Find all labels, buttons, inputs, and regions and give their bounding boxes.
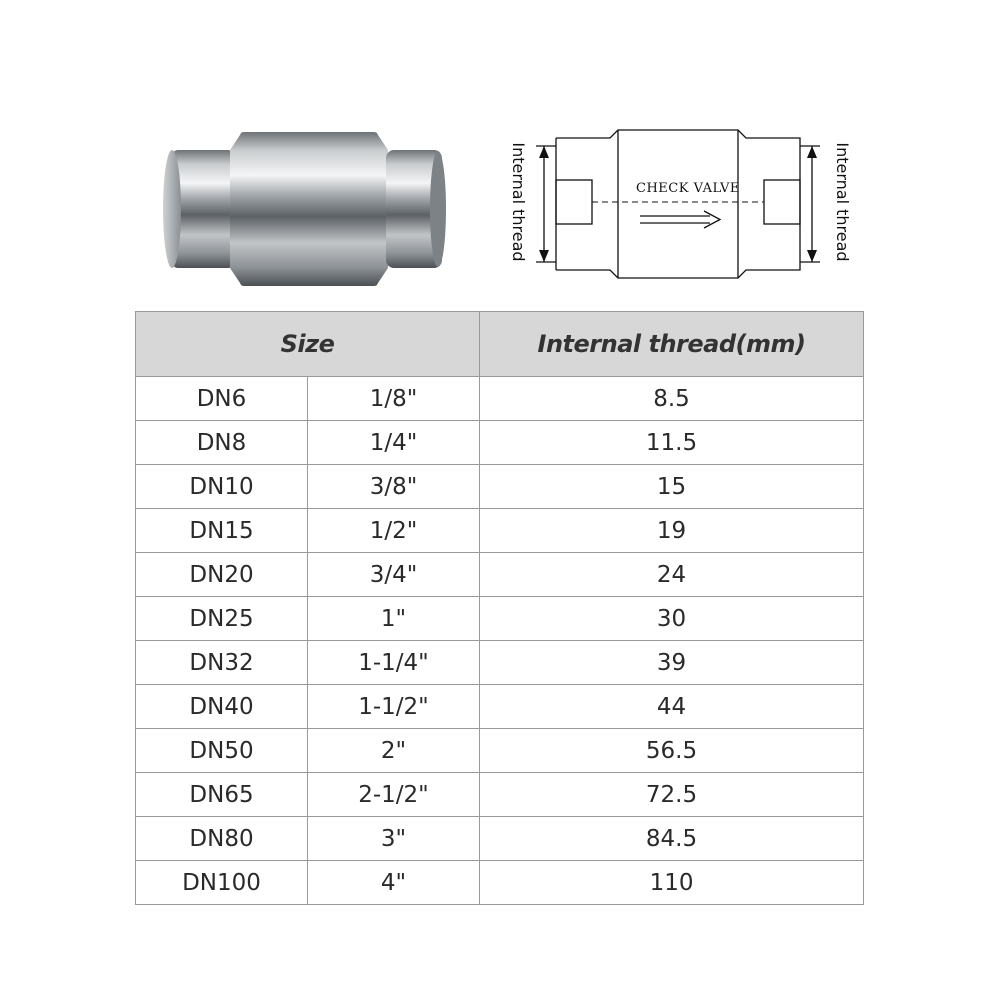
thread-cell: 11.5 (480, 421, 864, 465)
dn-cell: DN65 (136, 773, 308, 817)
table-body (136, 377, 864, 905)
valve-diagram (500, 120, 860, 288)
size-table (135, 311, 864, 905)
dn-cell: DN15 (136, 509, 308, 553)
size-header: Size (136, 312, 480, 377)
inch-cell: 1" (308, 597, 480, 641)
table-row (136, 861, 864, 905)
dn-cell: DN50 (136, 729, 308, 773)
table-row (136, 817, 864, 861)
inch-cell: 1-1/2" (308, 685, 480, 729)
thread-cell: 8.5 (480, 377, 864, 421)
inch-cell: 4" (308, 861, 480, 905)
table-row (136, 553, 864, 597)
check-valve-photo (150, 118, 450, 288)
inch-cell: 2" (308, 729, 480, 773)
dn-cell: DN40 (136, 685, 308, 729)
thread-cell: 19 (480, 509, 864, 553)
inch-cell: 1-1/4" (308, 641, 480, 685)
table-row (136, 421, 864, 465)
table-row (136, 597, 864, 641)
thread-cell: 56.5 (480, 729, 864, 773)
valve-body-text: CHECK VALVE (636, 181, 740, 196)
right-thread-label: Internal thread (833, 142, 852, 262)
dn-cell: DN20 (136, 553, 308, 597)
table-row (136, 729, 864, 773)
dn-cell: DN8 (136, 421, 308, 465)
dn-cell: DN100 (136, 861, 308, 905)
thread-cell: 110 (480, 861, 864, 905)
table-row (136, 377, 864, 421)
dn-cell: DN25 (136, 597, 308, 641)
inch-cell: 1/8" (308, 377, 480, 421)
thread-cell: 24 (480, 553, 864, 597)
table-header-row (136, 312, 864, 377)
dn-cell: DN6 (136, 377, 308, 421)
table-row (136, 641, 864, 685)
table-row (136, 465, 864, 509)
inch-cell: 1/2" (308, 509, 480, 553)
dn-cell: DN32 (136, 641, 308, 685)
thread-cell: 30 (480, 597, 864, 641)
inch-cell: 3/8" (308, 465, 480, 509)
inch-cell: 3" (308, 817, 480, 861)
left-thread-label: Internal thread (509, 142, 528, 262)
dn-cell: DN80 (136, 817, 308, 861)
thread-cell: 44 (480, 685, 864, 729)
thread-cell: 72.5 (480, 773, 864, 817)
inch-cell: 3/4" (308, 553, 480, 597)
inch-cell: 1/4" (308, 421, 480, 465)
dn-cell: DN10 (136, 465, 308, 509)
table-row (136, 685, 864, 729)
valve-outline (500, 120, 860, 288)
table-row (136, 509, 864, 553)
thread-cell: 39 (480, 641, 864, 685)
thread-cell: 15 (480, 465, 864, 509)
thread-cell: 84.5 (480, 817, 864, 861)
inch-cell: 2-1/2" (308, 773, 480, 817)
table-row (136, 773, 864, 817)
thread-header: Internal thread(mm) (480, 312, 864, 377)
